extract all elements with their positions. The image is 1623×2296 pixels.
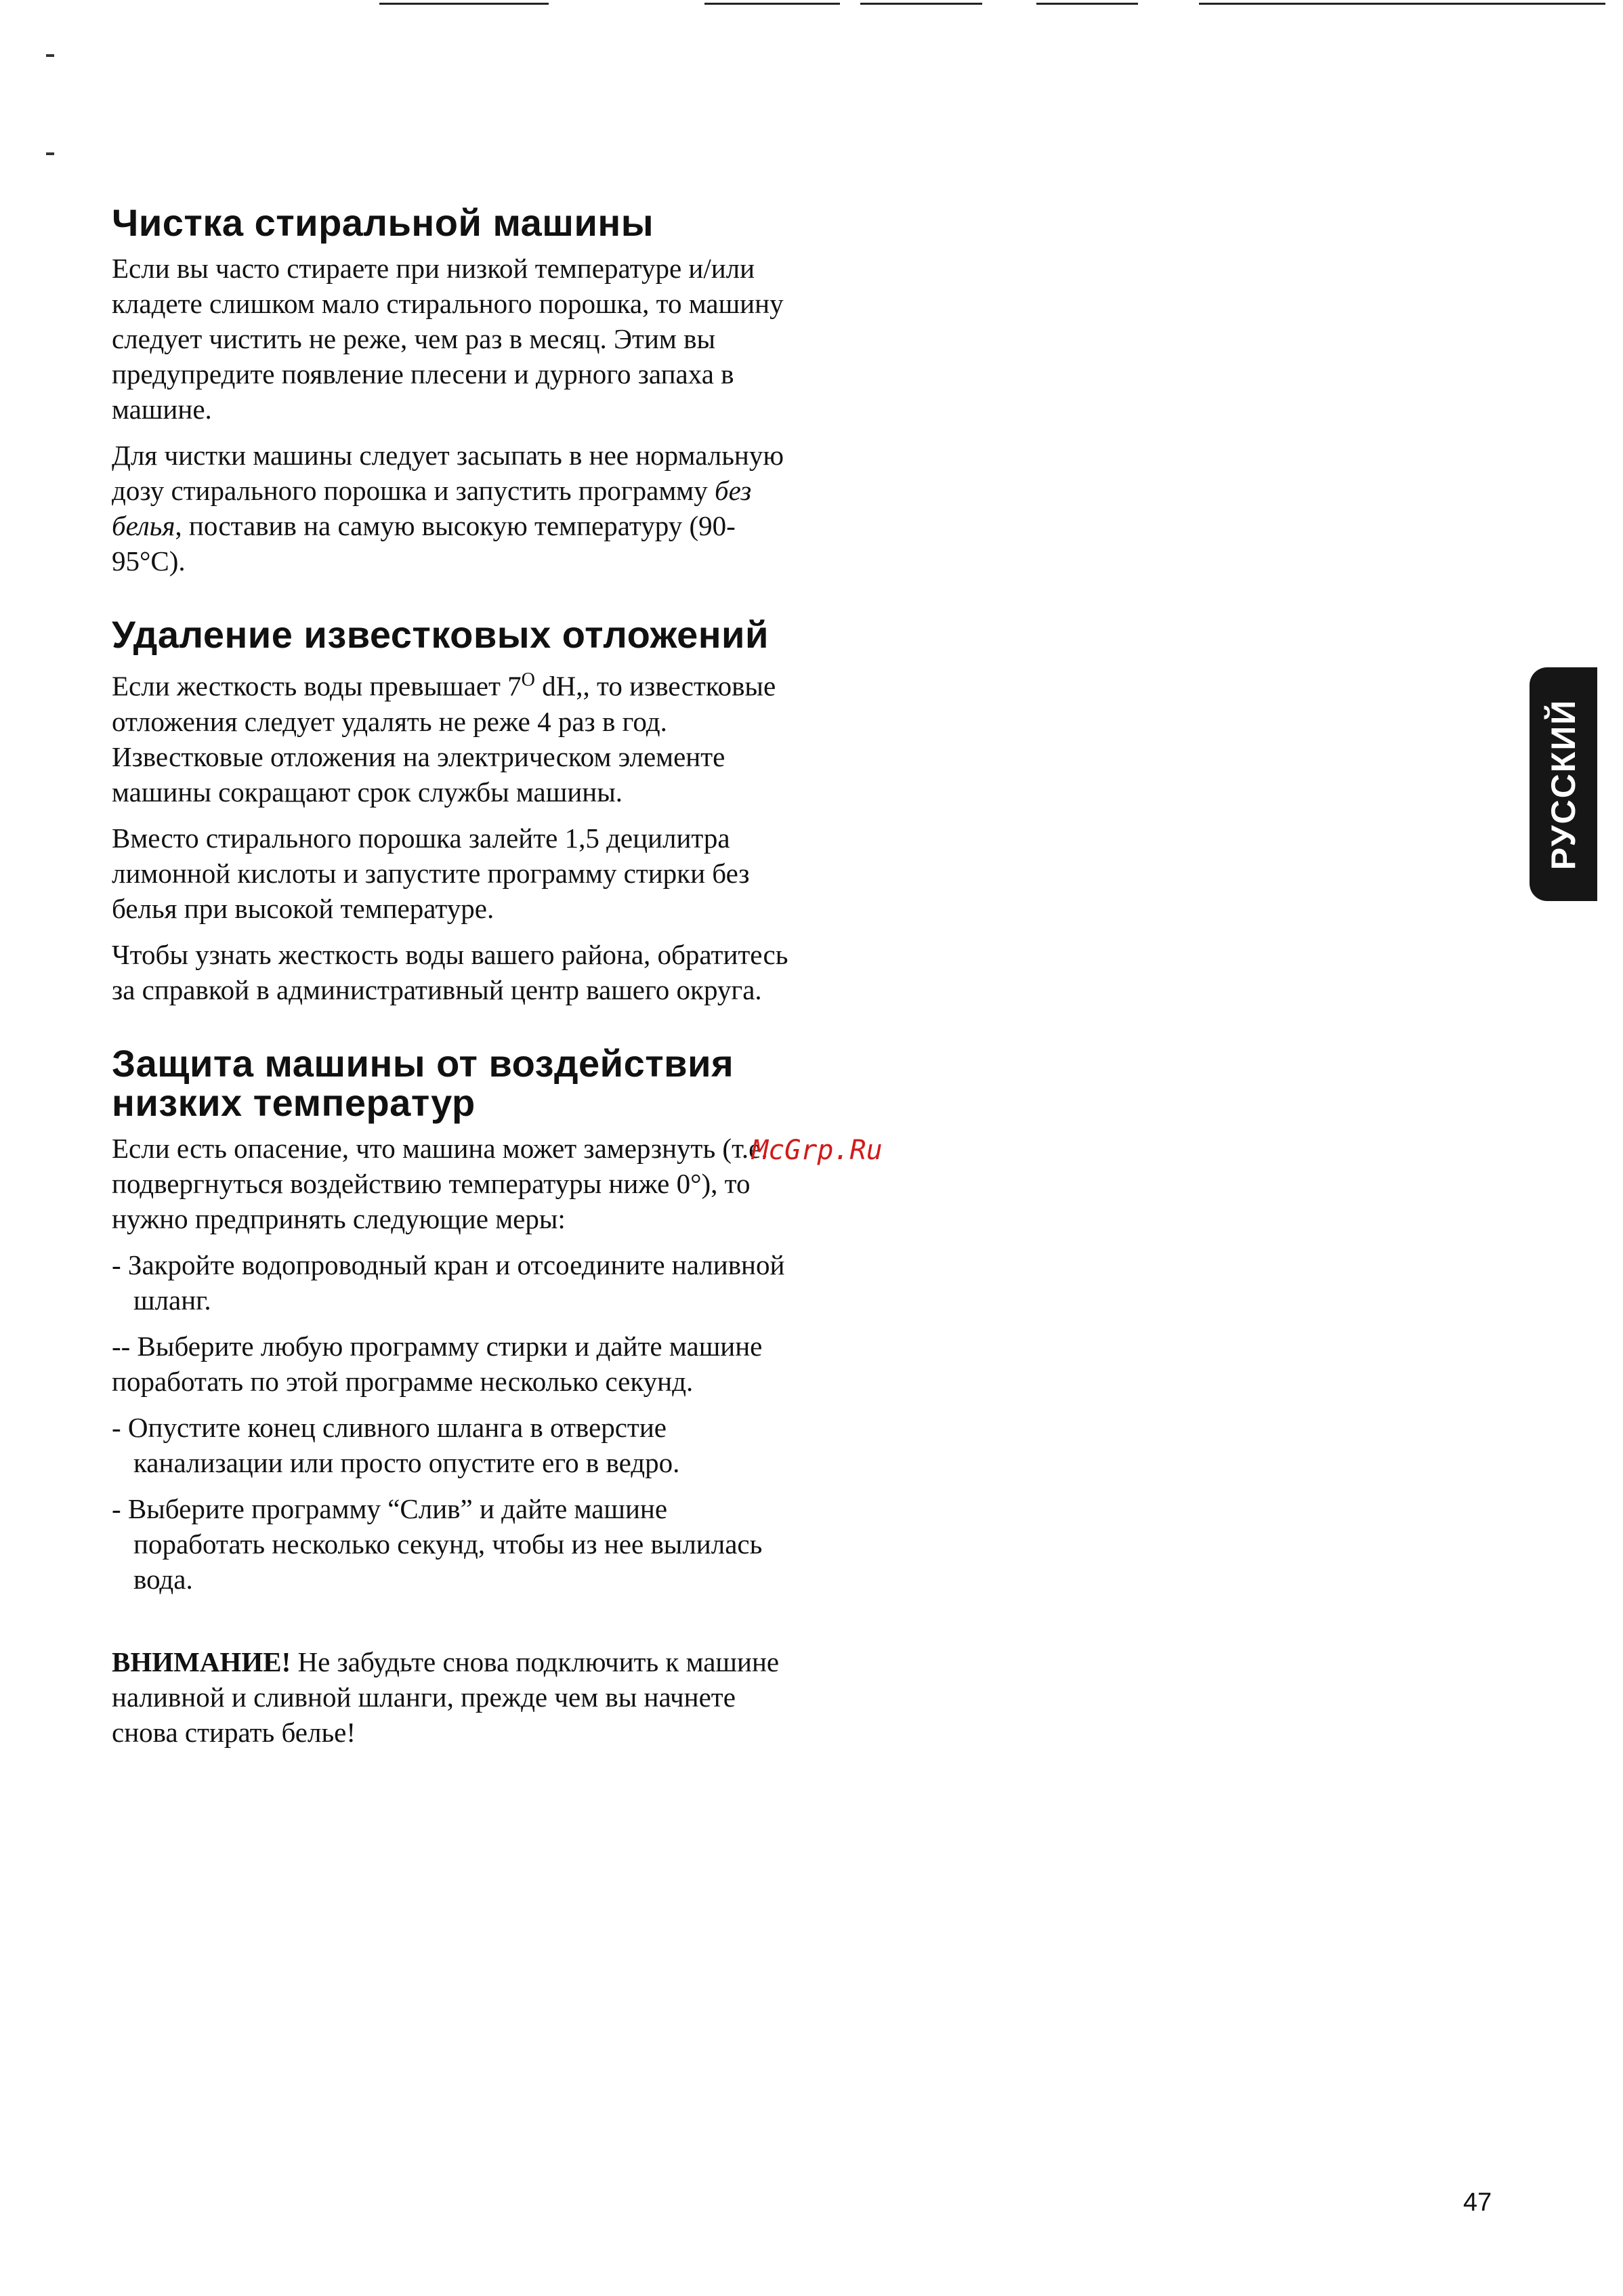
document-body	[112, 203, 789, 1761]
scan-artifact-line	[1199, 3, 1605, 5]
heading-line: Защита машины от воздействия	[112, 1041, 734, 1085]
list-item: -- Выберите любую программу стирки и дайте машине поработать по этой программе несколько секунд.	[112, 1330, 763, 1397]
paragraph: Если есть опасение, что машина может замерзнуть (т.е. подвергнуться воздействию температуры ниже 0°), то нужно предпринять следующие меры:	[112, 1132, 768, 1234]
attention-text: Не забудьте снова подключить к машине наливной и сливной шланги, прежде чем вы начнете снова стирать белье!	[112, 1646, 780, 1748]
watermark: McGrp.Ru	[752, 1135, 883, 1166]
list-item: - Опустите конец сливного шланга в отверстие канализации или просто опустите его в ведро.	[112, 1411, 680, 1478]
scan-artifact-line	[704, 3, 840, 5]
scan-artifact-line	[1036, 3, 1138, 5]
section-heading	[112, 1041, 789, 1124]
paragraph: Вместо стирального порошка залейте 1,5 децилитра лимонной кислоты и запустите программу стирки без белья при высокой температуре.	[112, 822, 750, 924]
italic-text: без белья	[112, 475, 752, 541]
text-run: Если жесткость воды превышает 7	[112, 670, 522, 702]
scan-artifact-line	[860, 3, 982, 5]
section-machine-cleaning	[112, 203, 789, 579]
list-item: - Выберите программу “Слив” и дайте машине поработать несколько секунд, чтобы из нее вылилась вода.	[112, 1493, 763, 1595]
text-run: , поставив на самую высокую температуру (90-95°C).	[112, 510, 736, 577]
paragraph: Если вы часто стираете при низкой температуре и/или кладете слишком мало стирального порошка, то машину следует чистить не реже, чем раз в месяц. Этим вы предупредите появление плесени и дурного запаха в машине.	[112, 253, 784, 425]
superscript: O	[521, 669, 535, 690]
scan-artifact-mark	[46, 54, 54, 57]
attention-note	[112, 1644, 789, 1750]
heading-line: низких температур	[112, 1081, 476, 1124]
paragraph: Чтобы узнать жесткость воды вашего района, обратитесь за справкой в административный центр вашего округа.	[112, 938, 788, 1005]
paragraph	[112, 663, 789, 810]
section-heading: Удаление известковых отложений	[112, 613, 769, 656]
language-tab	[1530, 667, 1597, 901]
scan-artifact-mark	[46, 152, 54, 155]
attention-label: ВНИМАНИЕ!	[112, 1646, 291, 1677]
section-heading: Чистка стиральной машины	[112, 201, 654, 244]
scan-artifact-line	[379, 3, 549, 5]
section-descaling	[112, 615, 789, 1007]
paragraph	[112, 438, 789, 579]
language-tab-label: РУССКИЙ	[1544, 698, 1582, 870]
list-item: - Закройте водопроводный кран и отсоедините наливной шланг.	[112, 1249, 785, 1316]
section-frost-protection	[112, 1041, 789, 1597]
page-number: 47	[1463, 2188, 1492, 2217]
text-run: dH,, то известковые отложения следует удалять не реже 4 раз в год. Известковые отложения на электрическом элементе машины сокращают срок службы машины.	[112, 670, 776, 808]
text-run: Для чистки машины следует засыпать в нее нормальную дозу стирального порошка и запустить программу	[112, 440, 784, 506]
